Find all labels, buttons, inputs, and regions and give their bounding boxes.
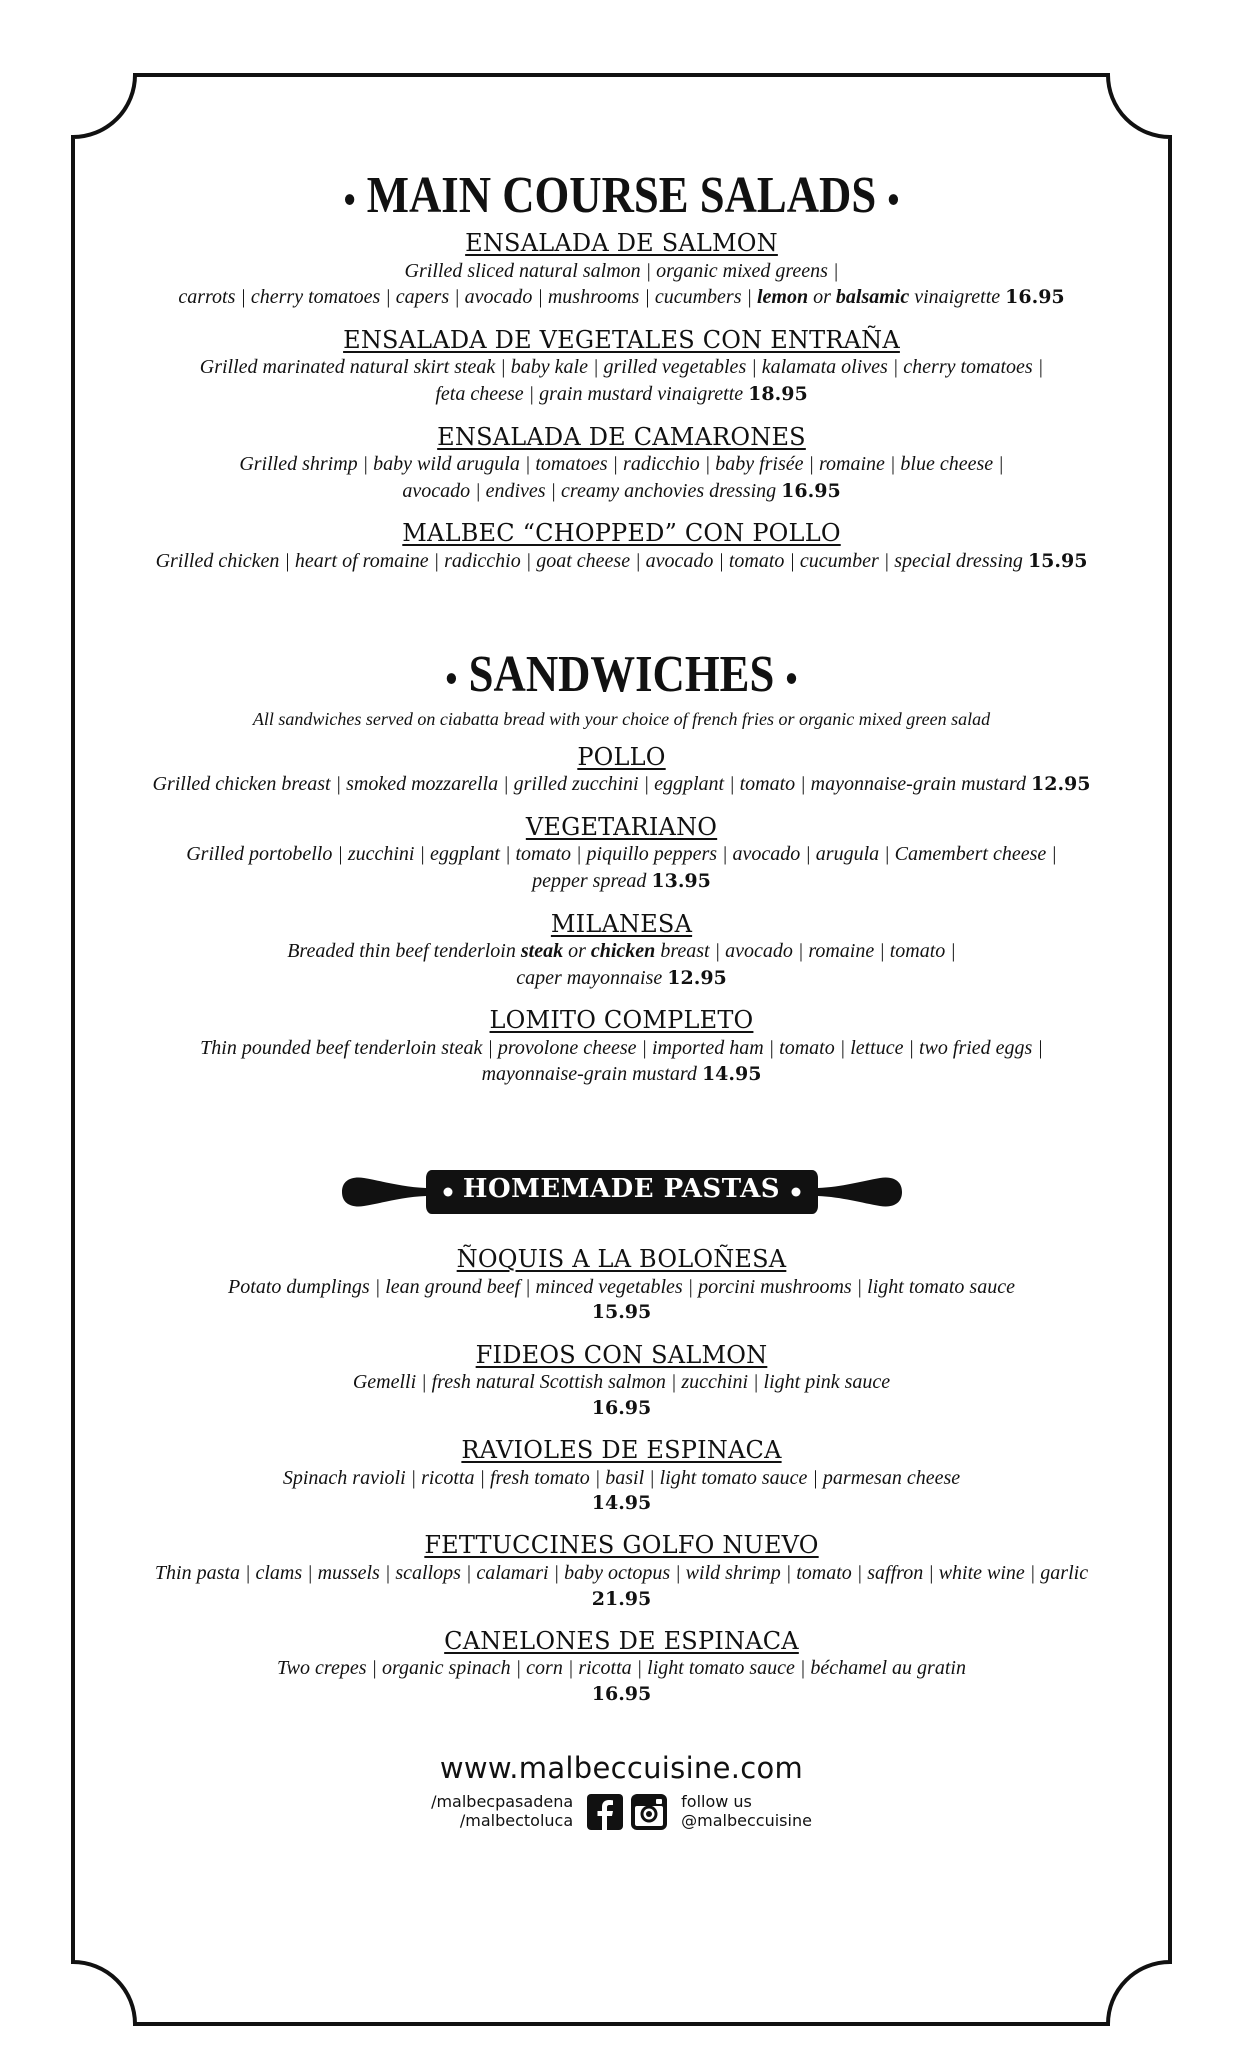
menu-item <box>60 1628 1183 1707</box>
menu-footer <box>60 1751 1183 1830</box>
item-description: Grilled sliced natural salmon | organic mixed greens | carrots | cherry tomatoes | capers | avocado | mushrooms | cucumbers | lemon or balsamic vinaigrette 16.95 <box>178 259 1065 309</box>
item-price: 12.95 <box>667 966 727 989</box>
menu-item <box>60 1246 1183 1325</box>
item-description: Grilled portobello | zucchini | eggplant | tomato | piquillo peppers | avocado | arugula | Camembert cheese | pepper spread 13.95 <box>186 843 1057 892</box>
item-name: ENSALADA DE VEGETALES CON ENTRAÑA <box>343 325 900 354</box>
menu-item <box>60 911 1183 992</box>
instagram-handle[interactable]: @malbeccuisine <box>681 1810 812 1830</box>
item-description: Breaded thin beef tenderloin steak or chicken breast | avocado | romaine | tomato | caper mayonnaise 12.95 <box>287 940 956 989</box>
rolling-pin-banner <box>342 1160 902 1224</box>
facebook-handle-pasadena[interactable]: /malbecpasadena <box>431 1792 574 1812</box>
section-note: All sandwiches served on ciabatta bread with your choice of french fries or organic mixed green salad <box>252 708 991 729</box>
item-name: ENSALADA DE SALMON <box>465 229 778 257</box>
item-description: Grilled chicken breast | smoked mozzarella | grilled zucchini | eggplant | tomato | mayonnaise-grain mustard 12.95 <box>152 773 1091 796</box>
item-name: RAVIOLES DE ESPINACA <box>461 1435 782 1464</box>
item-price: 13.95 <box>651 869 711 892</box>
item-name: MALBEC “CHOPPED” CON POLLO <box>402 519 841 548</box>
item-price: 16.95 <box>1005 286 1065 309</box>
facebook-handles <box>431 1793 573 1830</box>
item-price: 18.95 <box>748 382 808 405</box>
item-description: Grilled marinated natural skirt steak | baby kale | grilled vegetables | kalamata olives | cherry tomatoes | feta cheese | grain mustard vinaigrette 18.95 <box>199 356 1044 405</box>
menu-item <box>60 520 1183 574</box>
item-description: Potato dumplings | lean ground beef | minced vegetables | porcini mushrooms | light tomato sauce 15.95 <box>97 1274 1147 1326</box>
menu-item <box>60 1532 1183 1611</box>
item-description: Grilled chicken | heart of romaine | radicchio | goat cheese | avocado | tomato | cucumber | special dressing 15.95 <box>155 549 1088 572</box>
follow-us-label: follow us <box>681 1792 752 1812</box>
menu-item <box>60 327 1183 408</box>
item-name: ÑOQUIS A LA BOLOÑESA <box>456 1245 787 1274</box>
menu-item <box>60 1437 1183 1516</box>
item-name: VEGETARIANO <box>525 812 718 841</box>
social-links <box>60 1793 1183 1830</box>
item-description: Thin pounded beef tenderloin steak | provolone cheese | imported ham | tomato | lettuce | two fried eggs | mayonnaise-grain mustard 14.95 <box>200 1036 1043 1086</box>
item-description: Thin pasta | clams | mussels | scallops | calamari | baby octopus | wild shrimp | tomato | saffron | white wine | garlic 21.95 <box>97 1560 1147 1612</box>
item-name: LOMITO COMPLETO <box>489 1006 754 1035</box>
menu-item <box>60 744 1183 798</box>
instagram-handles <box>681 1793 812 1830</box>
item-price: 14.95 <box>591 1492 652 1515</box>
section-title-pastas: HOMEMADE PASTAS <box>462 1174 781 1205</box>
item-price: 12.95 <box>1031 773 1091 796</box>
item-price: 15.95 <box>591 1301 652 1324</box>
facebook-handle-toluca[interactable]: /malbectoluca <box>459 1810 574 1830</box>
item-description: Grilled shrimp | baby wild arugula | tomatoes | radicchio | baby frisée | romaine | blue cheese | avocado | endives | creamy anchovies dressing 16.95 <box>239 453 1004 502</box>
item-description: Two crepes | organic spinach | corn | ricotta | light tomato sauce | béchamel au gratin 16.95 <box>97 1655 1147 1707</box>
instagram-icon[interactable] <box>631 1794 667 1830</box>
facebook-icon[interactable] <box>587 1794 623 1830</box>
website-link[interactable]: www.malbeccuisine.com <box>439 1751 804 1786</box>
menu-item <box>60 424 1183 505</box>
item-price: 16.95 <box>591 1396 652 1419</box>
menu-item <box>60 814 1183 895</box>
item-description: Gemelli | fresh natural Scottish salmon | zucchini | light pink sauce 16.95 <box>97 1369 1147 1421</box>
item-name: MILANESA <box>550 909 693 938</box>
item-price: 15.95 <box>1027 549 1088 572</box>
item-name: FETTUCCINES GOLFO NUEVO <box>424 1531 819 1560</box>
item-name: FIDEOS CON SALMON <box>475 1340 768 1369</box>
menu-item <box>60 1342 1183 1421</box>
item-price: 21.95 <box>591 1587 652 1610</box>
section-title-sandwiches: • SANDWICHES • <box>445 645 798 703</box>
item-price: 16.95 <box>781 479 841 502</box>
menu-content <box>60 167 1183 1830</box>
item-price: 14.95 <box>701 1063 762 1086</box>
item-description: Spinach ravioli | ricotta | fresh tomato | basil | light tomato sauce | parmesan cheese 14.95 <box>97 1465 1147 1517</box>
menu-item <box>60 1007 1183 1088</box>
item-name: CANELONES DE ESPINACA <box>444 1626 799 1655</box>
item-name: POLLO <box>577 742 666 771</box>
menu-item <box>60 230 1183 311</box>
item-name: ENSALADA DE CAMARONES <box>437 422 806 451</box>
section-title-salads: • MAIN COURSE SALADS • <box>343 167 900 224</box>
item-price: 16.95 <box>591 1683 652 1706</box>
